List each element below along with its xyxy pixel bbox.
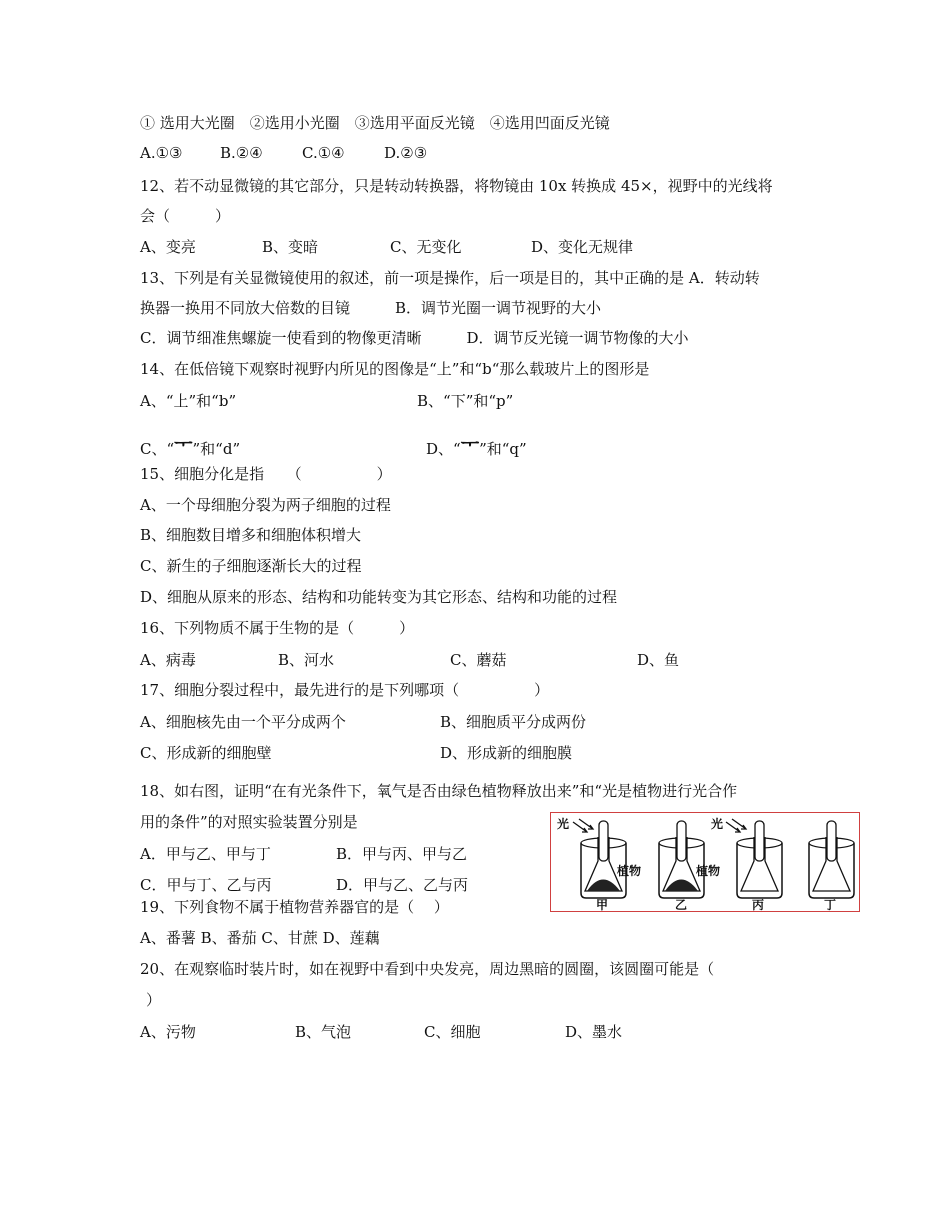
test-tube <box>755 821 764 861</box>
q14-option-c-suffix: ”和“d” <box>192 440 241 458</box>
q14-option-c-glyph: ᅮ <box>174 433 193 455</box>
apparatus-jia <box>557 816 641 911</box>
q14-option-d-prefix: D、“ <box>426 440 461 458</box>
q15-option-a: A、一个母细胞分裂为两子细胞的过程 <box>140 496 391 514</box>
test-tube <box>827 821 836 861</box>
q13-stem-line1: 13、下列是有关显微镜使用的叙述，前一项是操作，后一项是目的，其中正确的是 A．转动转 <box>140 269 760 287</box>
q16-option-a: A、病毒 <box>140 651 196 669</box>
q20-stem-line2: ） <box>146 991 162 1009</box>
q19-stem: 19、下列食物不属于植物营养器官的是（ ） <box>140 898 449 916</box>
q12-option-c: C、无变化 <box>390 238 462 256</box>
q12-option-b: B、变暗 <box>262 238 319 256</box>
apparatus-yi <box>659 821 720 911</box>
q12-option-a: A、变亮 <box>140 238 196 256</box>
plant-label: 植物 <box>696 864 721 878</box>
q12-option-d: D、变化无规律 <box>531 238 634 256</box>
light-arrow-icon <box>726 819 746 832</box>
q15-option-b: B、细胞数目增多和细胞体积增大 <box>140 526 362 544</box>
q18-option-c: C．甲与丁、乙与丙 <box>140 876 272 894</box>
q18-option-d: D．甲与乙、乙与丙 <box>336 876 469 894</box>
q14-option-c-prefix: C、“ <box>140 440 175 458</box>
q14-option-c <box>140 433 240 460</box>
q17-option-a: A、细胞核先由一个平分成两个 <box>140 713 346 731</box>
q15-stem: 15、细胞分化是指 （ ） <box>140 465 392 483</box>
q20-stem-line1: 20、在观察临时装片时，如在视野中看到中央发亮，周边黑暗的圆圈，该圆圈可能是（ <box>140 960 715 978</box>
light-arrow-icon <box>573 819 593 832</box>
q18-experiment-figure <box>550 812 860 912</box>
q17-stem: 17、细胞分裂过程中，最先进行的是下列哪项（ ） <box>140 681 550 699</box>
q18-stem-line1: 18、如右图，证明“在有光条件下，氧气是否由绿色植物释放出来”和“光是植物进行光合作 <box>140 782 738 800</box>
q18-stem-line2: 用的条件”的对照实验装置分别是 <box>140 813 358 831</box>
q14-option-d-suffix: ”和“q” <box>479 440 527 458</box>
q18-option-a: A．甲与乙、甲与丁 <box>140 845 271 863</box>
q11-option-a: A.①③ <box>140 144 183 162</box>
q14-option-b: B、“下”和“p” <box>417 392 514 410</box>
q13-stem-line2: 换器一换用不同放大倍数的目镜 B．调节光圈一调节视野的大小 <box>140 299 602 317</box>
label-ding: 丁 <box>824 898 837 911</box>
plant-label: 植物 <box>617 864 642 878</box>
test-tube <box>599 821 608 861</box>
q17-option-c: C、形成新的细胞壁 <box>140 744 272 762</box>
q11-option-c: C.①④ <box>302 144 345 162</box>
label-bing: 丙 <box>752 898 765 911</box>
q20-option-a: A、污物 <box>140 1023 196 1041</box>
label-jia: 甲 <box>596 898 609 911</box>
plant <box>587 880 620 892</box>
q14-option-d-glyph: ᅮ <box>460 433 480 455</box>
q20-option-c: C、细胞 <box>424 1023 481 1041</box>
q12-stem-line2: 会（ ） <box>140 207 231 225</box>
q18-option-b: B．甲与丙、甲与乙 <box>336 845 468 863</box>
q15-option-c: C、新生的子细胞逐渐长大的过程 <box>140 557 362 575</box>
q15-option-d: D、细胞从原来的形态、结构和功能转变为其它形态、结构和功能的过程 <box>140 588 618 606</box>
q17-option-d: D、形成新的细胞膜 <box>440 744 573 762</box>
apparatus-ding <box>809 821 854 911</box>
q11-option-d: D.②③ <box>384 144 428 162</box>
apparatus-bing <box>711 816 782 911</box>
q13-stem-line3: C．调节细准焦螺旋一使看到的物像更清晰 D．调节反光镜一调节物像的大小 <box>140 329 689 347</box>
q19-options: A、番薯 B、番茄 C、甘蔗 D、莲藕 <box>140 929 380 947</box>
label-yi: 乙 <box>675 898 688 911</box>
q16-option-b: B、河水 <box>278 651 335 669</box>
q20-option-b: B、气泡 <box>295 1023 352 1041</box>
q11-options-line: ① 选用大光圈 ②选用小光圈 ③选用平面反光镜 ④选用凹面反光镜 <box>140 114 610 132</box>
q11-option-b: B.②④ <box>220 144 263 162</box>
test-tube <box>677 821 686 861</box>
q14-option-a: A、“上”和“b” <box>140 392 237 410</box>
q12-stem-line1: 12、若不动显微镜的其它部分，只是转动转换器，将物镜由 10x 转换成 45×，视野中的光线将 <box>140 177 773 195</box>
light-label: 光 <box>557 817 570 831</box>
plant <box>665 880 698 892</box>
light-label: 光 <box>711 817 724 831</box>
experiment-diagram <box>551 813 859 911</box>
q20-option-d: D、墨水 <box>565 1023 623 1041</box>
q14-stem: 14、在低倍镜下观察时视野内所见的图像是“上”和“b“那么载玻片上的图形是 <box>140 360 650 378</box>
q16-option-c: C、蘑菇 <box>450 651 507 669</box>
q16-stem: 16、下列物质不属于生物的是（ ） <box>140 619 415 637</box>
q17-option-b: B、细胞质平分成两份 <box>440 713 587 731</box>
q16-option-d: D、鱼 <box>637 651 680 669</box>
q14-option-d <box>426 433 527 460</box>
